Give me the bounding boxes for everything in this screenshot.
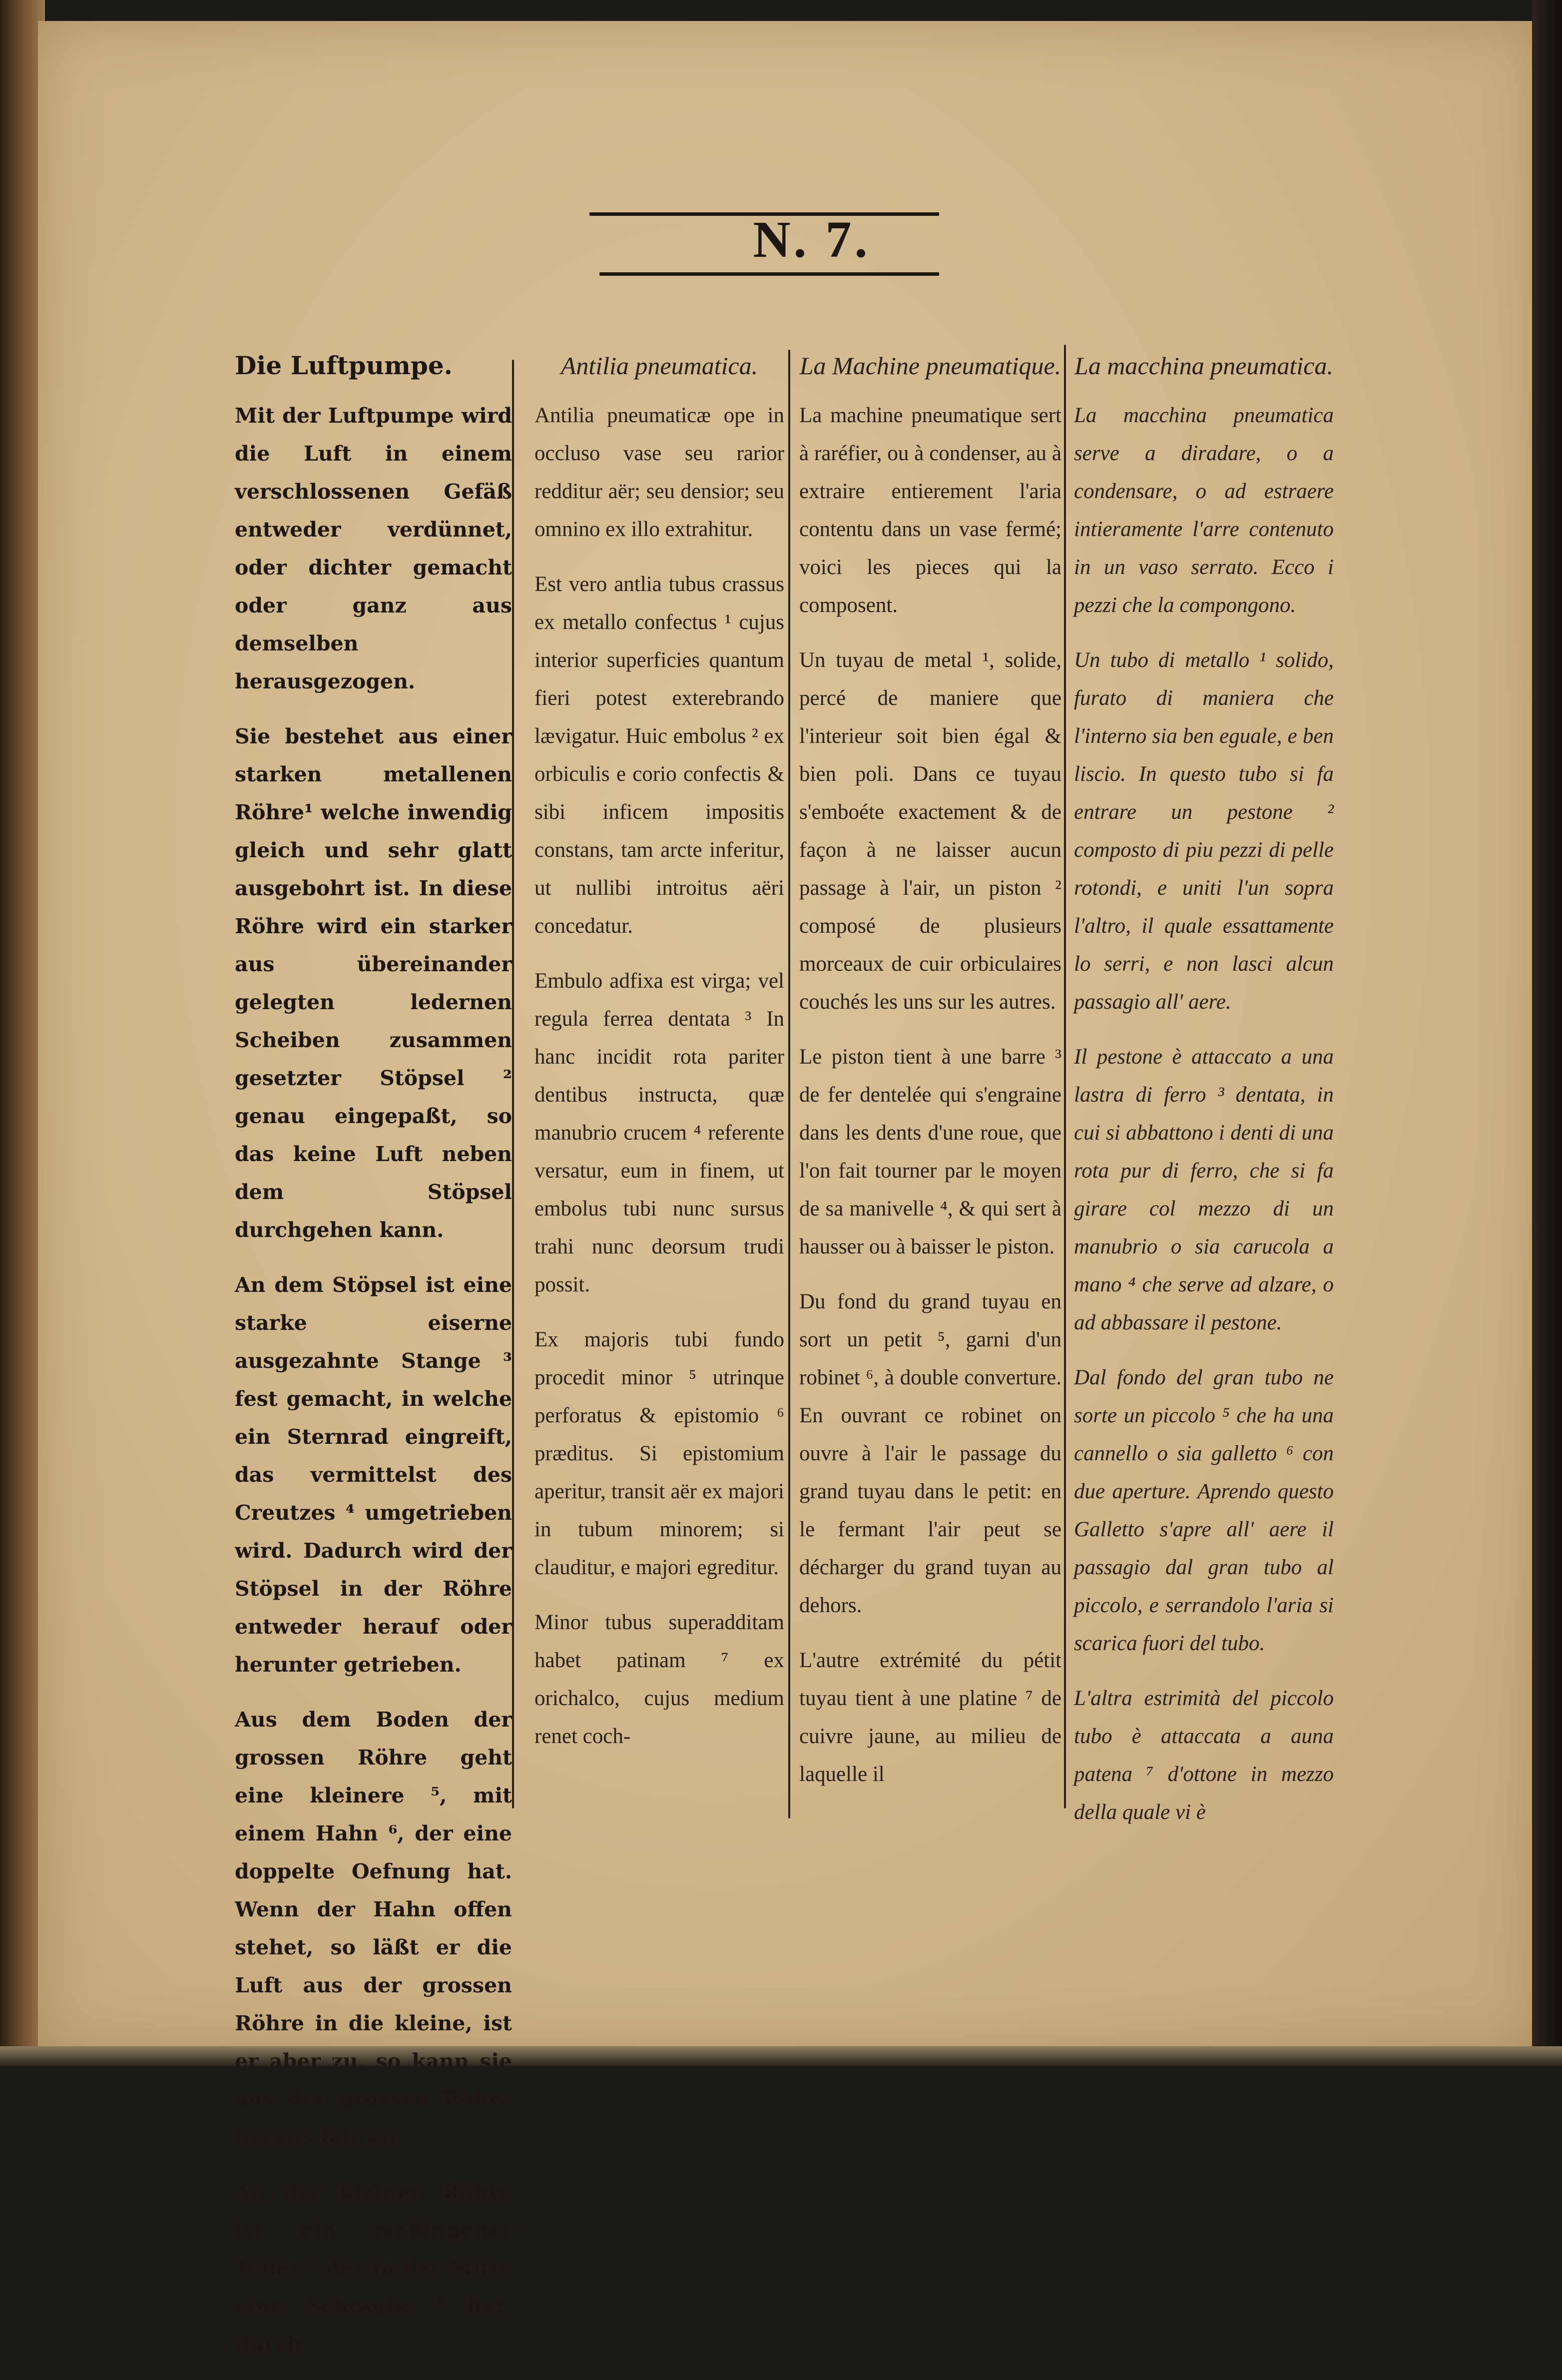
latin-paragraph: Antilia pneumaticæ ope in occluso vase seu rarior redditur aër; seu densior; seu omnino ex illo extrahitur. xyxy=(534,404,784,541)
italian-paragraph: La macchina pneumatica serve a diradare, o a condensare, o ad estraere intieramente l'arre contenuto in un vaso serrato. Ecco i pezzi che la compongono. xyxy=(1074,404,1334,617)
column-divider xyxy=(1064,345,1066,1808)
italian-paragraph: Dal fondo del gran tubo ne sorte un piccolo ⁵ che ha una cannello o sia galletto ⁶ con due aperture. Aprendo questo Galletto s'apre all' aere il passagio dal gran tubo al piccolo, e serrandolo l'aria si scarica fuori del tubo. xyxy=(1074,1366,1334,1655)
french-paragraph: L'autre extrémité du pétit tuyau tient à une platine ⁷ de cuivre jaune, au milieu de laquelle il xyxy=(799,1649,1061,1786)
column-italian xyxy=(1074,350,1334,1848)
italian-paragraph: L'altra estrimità del piccolo tubo è attaccata a auna patena ⁷ d'ottone in mezzo della quale vi è xyxy=(1074,1687,1334,1824)
french-paragraph: La machine pneumatique sert à raréfier, ou à condenser, au à extraire entierement l'aria contentu dans un vase fermé; voici les pieces qui la composent. xyxy=(799,404,1061,617)
german-paragraph: Mit der Luftpumpe wird die Luft in einem verschlossenen Gefäß entweder verdünnet, oder dichter gemacht oder ganz aus demselben herausgezogen. xyxy=(235,404,512,693)
latin-paragraph: Est vero antlia tubus crassus ex metallo confectus ¹ cujus interior superficies quantum fieri potest exterebrando lævigatur. Huic embolus ² ex orbiculis e corio confectis & sibi inficem impositis constans, tam arcte inferitur, ut nullibi introitus aëri concedatur. xyxy=(534,573,784,938)
french-title: La Machine pneumatique. xyxy=(799,352,1061,380)
column-german xyxy=(235,350,512,2380)
italian-paragraph: Il pestone è attaccato a una lastra di ferro ³ dentata, in cui si abbattono i denti di una rota pur di ferro, che si fa girare col mezzo di un manubrio o sia carucola a mano ⁴ che serve ad alzare, o ad abbassare il pestone. xyxy=(1074,1045,1334,1334)
latin-paragraph: Ex majoris tubi fundo procedit minor ⁵ utrinque perforatus & epistomio ⁶ præditus. Si epistomium aperitur, transit aër ex majori in tubum minorem; si clauditur, e majori egreditur. xyxy=(534,1328,784,1579)
column-divider xyxy=(788,350,790,1818)
header-rule-bottom xyxy=(599,272,939,276)
italian-paragraph: Un tubo di metallo ¹ solido, furato di maniera che l'interno sia ben eguale, e ben liscio. In questo tubo si fa entrare un pestone ² composto di piu pezzi di pelle rotondi, e uniti l'un sopra l'altro, il quale essattamente lo serri, e non lasci alcun passagio all' aere. xyxy=(1074,648,1334,1014)
latin-title: Antilia pneumatica. xyxy=(560,352,758,380)
french-paragraph: Le piston tient à une barre ³ de fer dentelée qui s'engraine dans les dents d'une roue, que l'on fait tourner par le moyen de sa manivelle ⁴, & qui sert à hausser ou à baisser le piston. xyxy=(799,1045,1061,1258)
italian-title: La macchina pneumatica. xyxy=(1074,352,1333,380)
german-paragraph: An dem Stöpsel ist eine starke eiserne ausgezahnte Stange ³ fest gemacht, in welche ein Sternrad eingreift, das vermittelst des Creutzes ⁴ umgetrieben wird. Dadurch wird der Stöpsel in der Röhre entweder herauf oder herunter getrieben. xyxy=(235,1273,512,1677)
column-french xyxy=(799,350,1061,1810)
page-edge-right xyxy=(1532,0,1562,2066)
column-latin xyxy=(534,350,784,1773)
german-paragraph: Aus dem Boden der grossen Röhre geht eine kleinere ⁵, mit einem Hahn ⁶, der eine doppelte Oefnung hat. Wenn der Hahn offen stehet, so läßt er die Luft aus der grossen Röhre in die kleine, ist er aber zu, so kann sie aus der grossen Röhre heraus fahren xyxy=(235,1708,512,2149)
latin-paragraph: Minor tubus superadditam habet patinam ⁷ ex orichalco, cujus medium renet coch- xyxy=(534,1611,784,1748)
column-divider xyxy=(512,360,514,1808)
french-paragraph: Un tuyau de metal ¹, solide, percé de maniere que l'interieur soit bien égal & bien poli. Dans ce tuyau s'emboéte exactement & de façon à ne laisser aucun passage à l'air, un piston ² composé de plusieurs morceaux de cuir orbiculaires couchés les uns sur les autres. xyxy=(799,648,1061,1014)
german-title: Die Luftpumpe. xyxy=(235,351,453,380)
french-paragraph: Du fond du grand tuyau en sort un petit ⁵, garni d'un robinet ⁶, à double converture. En ouvrant ce robinet on ouvre à l'air le passage du grand tuyau dans le petit: en le fermant l'air peut se décharger du grand tuyan au dehors. xyxy=(799,1290,1061,1617)
page-number: N. 7. xyxy=(753,211,871,268)
latin-paragraph: Embulo adfixa est virga; vel regula ferrea dentata ³ In hanc incidit rota pariter dentibus instructa, quæ manubrio crucem ⁴ referente versatur, eum in finem, ut embolus tubi nunc sursus trahi nunc deorsum trudi possit. xyxy=(534,969,784,1296)
german-paragraph: An der kleinen Röhre ist ein meßingener Teller ⁷ der in der Mitte eine Schraube ⁸ hat, durch xyxy=(235,2180,512,2356)
german-paragraph: Sie bestehet aus einer starken metallenen Röhre¹ welche inwendig gleich und sehr glatt ausgebohrt ist. In diese Röhre wird ein starker aus übereinander gelegten ledernen Scheiben zusammen gesetzter Stöpsel ² genau eingepaßt, so das keine Luft neben dem Stöpsel durchgehen kann. xyxy=(235,724,512,1242)
